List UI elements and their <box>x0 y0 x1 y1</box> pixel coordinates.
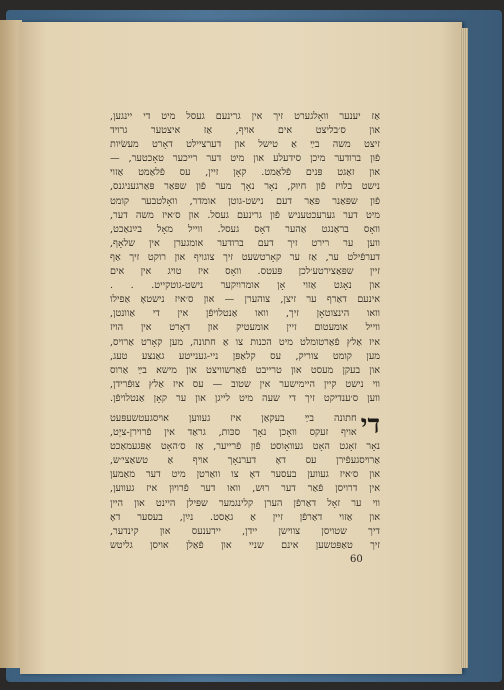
text-line: ווען ס׳ענדיקט זיך די שעה מיט לייגן און ער קאָן אַנטלויפֿן. <box>110 392 380 404</box>
text-line: ווי נישט קיין היימישער אין שטוב — עס איז אַלץ צוּפֿרידן, <box>110 378 380 390</box>
text-line: חתונה בײַ בעקאַן איז געווען אױסגעטשעפּעט <box>110 413 357 424</box>
facing-page-edge <box>0 20 22 668</box>
text-line: דערפֿילט ער, אַז ער קאָרטשעט זיך צוגויף און רוקט זיך אַף <box>110 251 380 263</box>
text-line: וואָס בראַנגט אַהער דאָס געסל. ווייל מאָל בײַנאַכט, <box>110 223 380 235</box>
text-line: וואו הינצוטאָן זיך, וואו אַנטלויפֿן אין די אַוונטן, <box>110 308 380 320</box>
text-line: ווי ער זאָל דאַרפֿן הערן קלינגמער שפּילן היינט און היין <box>110 497 380 509</box>
text-line: דיך שטויסן צווישן יידן, יידענעס און קינדער, <box>110 525 380 537</box>
text-line: אויף זעקס וואָכן נאָך סכּות, גראַד אין פֿרוירן-ציֵט, <box>110 427 357 439</box>
text-line: אַרױסגעפֿירן עס דאָ דערנאָך אױף אַ טשאַצי׳ש, <box>110 455 380 467</box>
text-line: און בעקן מעסט און טרייבט פֿאַרשוויצט און מישא בײַ אַרוס <box>110 364 380 376</box>
text-line: אינעם דאַרף ער זיצן, צוהערן — און ס׳איז נישטאָ אַפילו <box>110 294 380 306</box>
drop-cap: די <box>360 410 380 440</box>
text-line: איז אַלץ פֿאַרטומלט מיט הכנות צו אַ חתונה, מען קאָרט אַרויס, <box>110 336 380 348</box>
text-line: ווען ער רירט זיך דעם ברודער אומגערן אין שלאָף, <box>110 237 380 249</box>
text-line: און ס׳איז געווען בעסער דאָ צו וואַרטן מיט דער מאַמען <box>110 469 380 481</box>
text-line: ווייל אומעטום זיין אומעטיק און דאָרט אין הויז <box>110 322 380 334</box>
page-number: 60 <box>350 554 363 565</box>
text-line: זיצט משה בײַ אַ טישל און דערציילט דאָרט מעשׂיות <box>110 139 380 151</box>
text-line: און זאַגט פּנים פֿלאַמט. קאָן זיין, עס פֿלאַמט אַזוי <box>110 167 380 179</box>
text-line: און ס׳בליצט אים אויף, אַז איצטער גרויד <box>110 125 380 137</box>
paragraph-2 <box>110 412 380 553</box>
text-line: נאָר זאָגט האָט געוואָוסט פֿון פֿרייער, אַז ס׳האָט אַפּגעמאַכט <box>110 441 380 453</box>
text-line: נישט בלויז פֿון חיוּק, נאָר נאָך מער פֿון שפּאַר פּאַרגעניגנס, <box>110 181 380 193</box>
paragraph-1 <box>110 110 380 406</box>
text-line: פֿון ברודער מיכן סידעלע און מיט דער רייכער טאָכטער, — <box>110 153 380 165</box>
text-line: מען קומט צוריק, עס קלאַפּן ניי-גענייטע גאַנצע טעג, <box>110 350 380 362</box>
text-line: אין דרויסן פֿאַר דער רוּש, וואו דער פֿרויוּן איז געווען, <box>110 483 380 495</box>
text-line: און אַזוי דאַרפֿן זיין אַ גאַסט. נײַן, בעסער דאָ <box>110 511 380 523</box>
text-line: זיין שפּאַצירטע׳לכן פּעטס. וואָס איז טויג אין אים <box>110 266 380 278</box>
text-line: אַז יענער וואָלגערט זיך אין גרינעם געסל מיט די יינגען, <box>110 111 380 122</box>
text-line: מיט דער גערעכטעניש פֿון גרינעם געסל. און ס׳איז משה דער, <box>110 209 380 221</box>
text-line: און נאָגט אַזוי אָן אומרויִקער נישט-גוטקייט. . . <box>110 280 380 292</box>
text-line: פֿון שפּאַנר פּאַר דעם נישט-גוטן אומדר, וואָלטבער קומט <box>110 195 380 207</box>
page-stack-edge <box>460 28 468 668</box>
text-line: זיך טאַפּטשען אינם שניי און פֿאַלן אויסן גליטש <box>110 539 380 551</box>
